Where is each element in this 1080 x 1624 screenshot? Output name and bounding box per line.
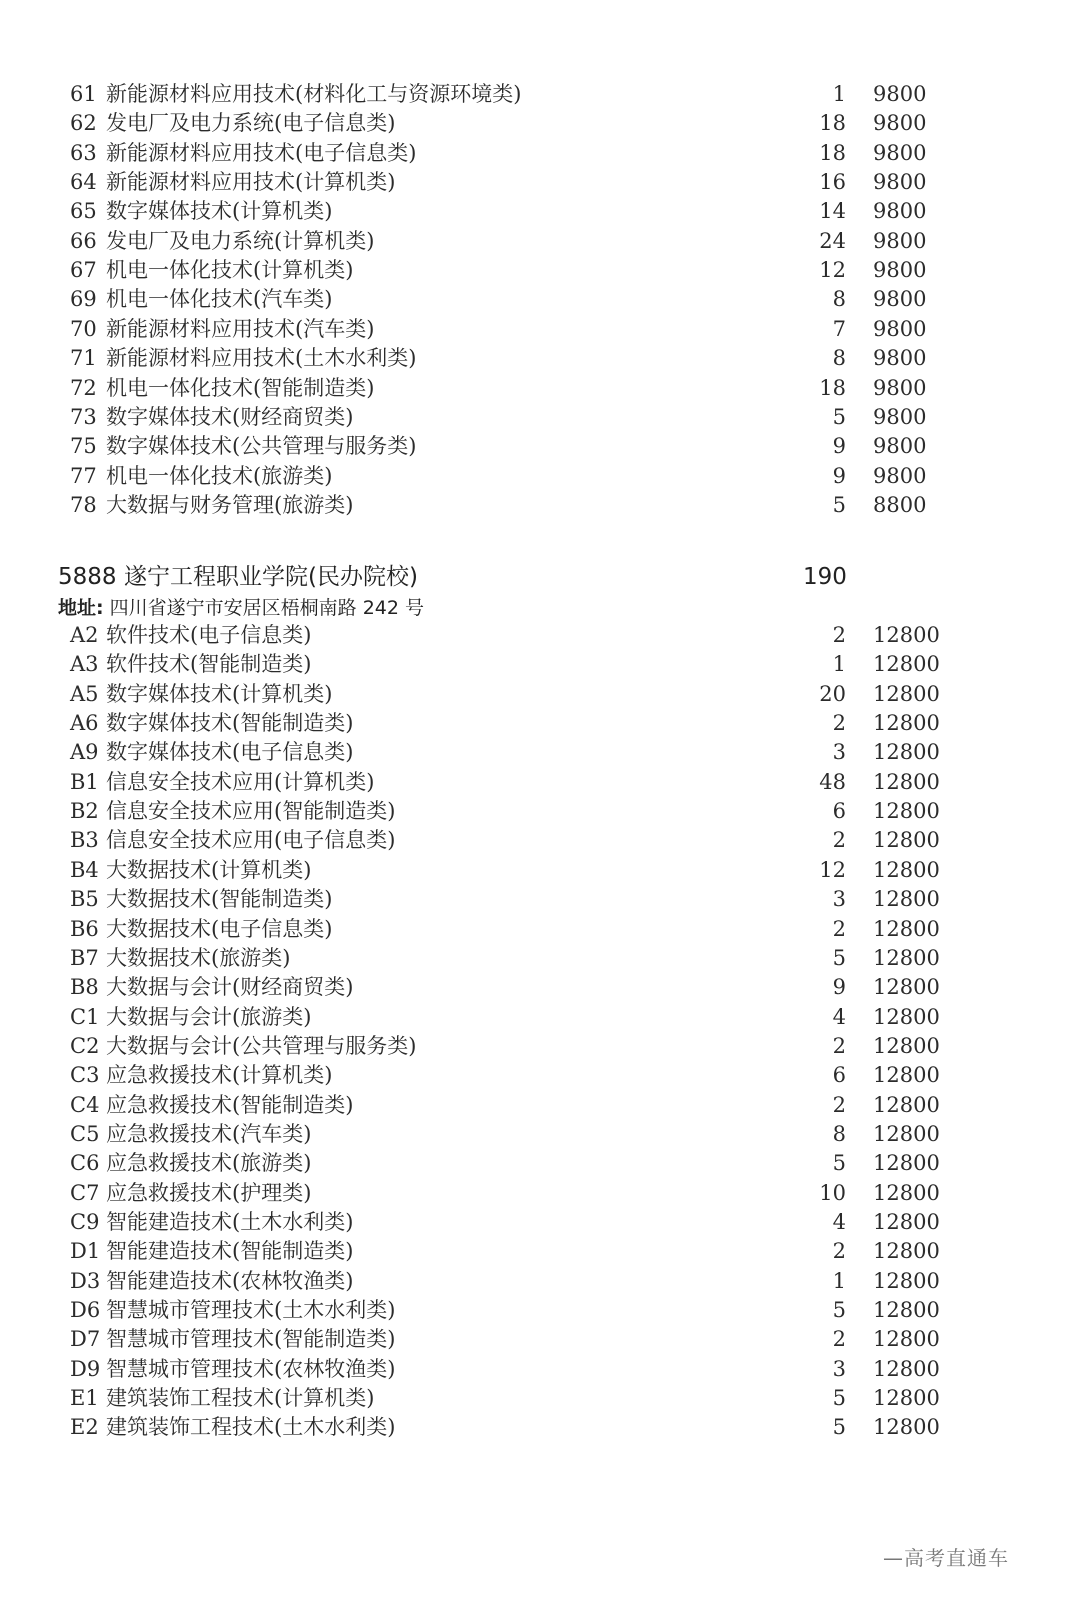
plan-count: 5 (832, 404, 846, 429)
plan-count: 2 (832, 1327, 846, 1352)
table-row (0, 491, 1080, 520)
table-row (0, 973, 1080, 1002)
program-name: 数字媒体技术(财经商贸类) (106, 404, 354, 429)
table-row (0, 1237, 1080, 1266)
table-row (0, 856, 1080, 885)
program-name: 大数据技术(计算机类) (106, 857, 312, 882)
plan-count: 18 (819, 111, 846, 136)
program-code: C2 (70, 1033, 100, 1058)
program-name: 智能建造技术(智能制造类) (106, 1239, 354, 1264)
tuition-fee: 12800 (873, 945, 940, 970)
program-name: 数字媒体技术(计算机类) (106, 199, 333, 224)
program-name: 大数据技术(智能制造类) (106, 887, 333, 912)
program-name: 大数据技术(电子信息类) (106, 916, 333, 941)
program-name: 新能源材料应用技术(汽车类) (106, 316, 375, 341)
program-name: 机电一体化技术(智能制造类) (106, 375, 375, 400)
table-row (0, 315, 1080, 344)
plan-count: 5 (832, 1298, 846, 1323)
table-row (0, 1267, 1080, 1296)
tuition-fee: 9800 (873, 375, 927, 400)
program-code: 73 (70, 404, 97, 429)
plan-count: 18 (819, 375, 846, 400)
program-name: 智慧城市管理技术(农林牧渔类) (106, 1356, 396, 1381)
school-code: 5888 (58, 564, 117, 590)
plan-count: 12 (819, 258, 846, 283)
tuition-fee: 9800 (873, 404, 927, 429)
program-code: 77 (70, 463, 97, 488)
program-name: 智能建造技术(土木水利类) (106, 1210, 354, 1234)
program-code: 70 (70, 316, 97, 341)
tuition-fee: 12800 (873, 740, 940, 765)
program-code: B8 (70, 975, 99, 1000)
tuition-fee: 12800 (873, 916, 940, 941)
watermark: —高考直通车 (883, 1546, 1009, 1570)
tuition-fee: 12800 (873, 799, 940, 824)
plan-count: 2 (832, 711, 846, 736)
table-row (0, 197, 1080, 226)
plan-count: 5 (832, 492, 846, 517)
table-row (0, 621, 1080, 650)
tuition-fee: 9800 (873, 111, 927, 136)
program-name: 信息安全技术应用(电子信息类) (106, 828, 396, 853)
plan-count: 4 (832, 1210, 846, 1234)
table-row (0, 462, 1080, 491)
table-row (0, 80, 1080, 109)
table-row (0, 680, 1080, 709)
program-name: 新能源材料应用技术(材料化工与资源环境类) (106, 82, 522, 106)
program-name: 大数据与财务管理(旅游类) (106, 492, 354, 517)
plan-count: 2 (832, 623, 846, 647)
table-row (0, 1325, 1080, 1354)
plan-count: 8 (832, 346, 846, 371)
tuition-fee: 12800 (873, 1210, 940, 1234)
plan-count: 2 (832, 828, 846, 853)
table-row (0, 738, 1080, 767)
table-row (0, 227, 1080, 256)
plan-count: 2 (832, 1239, 846, 1264)
program-code: C9 (70, 1210, 100, 1234)
address-value: 四川省遂宁市安居区梧桐南路 242 号 (109, 597, 425, 619)
tuition-fee: 12800 (873, 1180, 940, 1205)
plan-count: 24 (819, 228, 846, 253)
table-row (0, 768, 1080, 797)
program-code: E1 (70, 1386, 99, 1411)
table-row (0, 374, 1080, 403)
program-code: B2 (70, 799, 99, 824)
program-name: 大数据与会计(公共管理与服务类) (106, 1033, 417, 1058)
program-name: 数字媒体技术(电子信息类) (106, 740, 354, 765)
tuition-fee: 12800 (873, 681, 940, 706)
plan-count: 5 (832, 1415, 846, 1440)
tuition-fee: 12800 (873, 769, 940, 794)
program-code: A6 (70, 711, 99, 736)
tuition-fee: 9800 (873, 463, 927, 488)
program-name: 智慧城市管理技术(智能制造类) (106, 1327, 396, 1352)
program-code: C3 (70, 1063, 100, 1088)
plan-count: 20 (819, 681, 846, 706)
program-code: 66 (70, 228, 97, 253)
program-name: 大数据与会计(旅游类) (106, 1004, 312, 1029)
tuition-fee: 9800 (873, 258, 927, 283)
tuition-fee: 12800 (873, 1268, 940, 1293)
table-row (0, 1179, 1080, 1208)
program-name: 新能源材料应用技术(计算机类) (106, 170, 396, 195)
tuition-fee: 12800 (873, 1386, 940, 1411)
tuition-fee: 12800 (873, 887, 940, 912)
tuition-fee: 9800 (873, 199, 927, 224)
program-code: 62 (70, 111, 97, 136)
table-row (0, 168, 1080, 197)
plan-count: 1 (832, 82, 846, 106)
tuition-fee: 9800 (873, 316, 927, 341)
table-row (0, 1149, 1080, 1178)
program-name: 机电一体化技术(旅游类) (106, 463, 333, 488)
program-name: 发电厂及电力系统(电子信息类) (106, 111, 396, 136)
plan-count: 1 (832, 1268, 846, 1293)
tuition-fee: 12800 (873, 857, 940, 882)
table-row (0, 885, 1080, 914)
tuition-fee: 8800 (873, 492, 927, 517)
plan-count: 5 (832, 1386, 846, 1411)
program-code: C4 (70, 1092, 100, 1117)
school-total-plan: 190 (803, 564, 847, 590)
school-address (58, 594, 424, 622)
program-name: 数字媒体技术(计算机类) (106, 681, 333, 706)
plan-count: 8 (832, 287, 846, 312)
tuition-fee: 12800 (873, 1151, 940, 1176)
plan-count: 16 (819, 170, 846, 195)
program-name: 机电一体化技术(计算机类) (106, 258, 354, 283)
program-name: 大数据技术(旅游类) (106, 945, 291, 970)
plan-count: 18 (819, 140, 846, 165)
tuition-fee: 9800 (873, 434, 927, 459)
tuition-fee: 9800 (873, 82, 927, 106)
program-code: 75 (70, 434, 97, 459)
tuition-fee: 9800 (873, 170, 927, 195)
table-row (0, 1091, 1080, 1120)
page-footer (883, 1542, 1009, 1571)
program-code: C1 (70, 1004, 100, 1029)
table-row (0, 1032, 1080, 1061)
tuition-fee: 12800 (873, 1121, 940, 1146)
plan-count: 5 (832, 1151, 846, 1176)
program-name: 新能源材料应用技术(电子信息类) (106, 140, 417, 165)
tuition-fee: 12800 (873, 828, 940, 853)
plan-count: 4 (832, 1004, 846, 1029)
plan-count: 2 (832, 916, 846, 941)
program-code: D3 (70, 1268, 101, 1293)
plan-count: 2 (832, 1092, 846, 1117)
program-code: D6 (70, 1298, 101, 1323)
program-code: 72 (70, 375, 97, 400)
plan-count: 14 (819, 199, 846, 224)
program-code: A5 (70, 681, 99, 706)
table-row (0, 826, 1080, 855)
program-name: 信息安全技术应用(智能制造类) (106, 799, 396, 824)
program-name: 应急救援技术(汽车类) (106, 1121, 312, 1146)
tuition-fee: 9800 (873, 287, 927, 312)
tuition-fee: 12800 (873, 1239, 940, 1264)
program-code: D7 (70, 1327, 101, 1352)
program-code: B3 (70, 828, 99, 853)
program-code: A3 (70, 652, 99, 677)
table-row (0, 1355, 1080, 1384)
program-code: A9 (70, 740, 99, 765)
school-name: 遂宁工程职业学院(民办院校) (124, 564, 418, 590)
program-name: 发电厂及电力系统(计算机类) (106, 228, 375, 253)
program-code: B6 (70, 916, 99, 941)
table-row (0, 1296, 1080, 1325)
plan-count: 9 (832, 975, 846, 1000)
plan-count: 48 (819, 769, 846, 794)
tuition-fee: 12800 (873, 1063, 940, 1088)
table-row (0, 344, 1080, 373)
plan-count: 2 (832, 1033, 846, 1058)
program-code: B4 (70, 857, 99, 882)
plan-count: 10 (819, 1180, 846, 1205)
program-name: 应急救援技术(计算机类) (106, 1063, 333, 1088)
table-row (0, 1120, 1080, 1149)
program-name: 机电一体化技术(汽车类) (106, 287, 333, 312)
program-name: 智慧城市管理技术(土木水利类) (106, 1298, 396, 1323)
plan-count: 7 (832, 316, 846, 341)
table-row (0, 285, 1080, 314)
program-code: E2 (70, 1415, 99, 1440)
program-name: 建筑装饰工程技术(土木水利类) (106, 1415, 396, 1440)
program-code: 65 (70, 199, 97, 224)
program-code: 63 (70, 140, 97, 165)
table-row (0, 256, 1080, 285)
table-row (0, 650, 1080, 679)
plan-count: 5 (832, 945, 846, 970)
tuition-fee: 12800 (873, 1298, 940, 1323)
plan-count: 9 (832, 463, 846, 488)
table-row (0, 944, 1080, 973)
plan-count: 3 (832, 740, 846, 765)
program-code: C5 (70, 1121, 100, 1146)
program-name: 新能源材料应用技术(土木水利类) (106, 346, 417, 371)
program-name: 数字媒体技术(智能制造类) (106, 711, 354, 736)
program-code: B1 (70, 769, 99, 794)
table-row (0, 797, 1080, 826)
program-code: 71 (70, 346, 97, 371)
plan-count: 8 (832, 1121, 846, 1146)
program-code: D1 (70, 1239, 101, 1264)
program-code: 69 (70, 287, 97, 312)
program-code: C7 (70, 1180, 100, 1205)
plan-count: 6 (832, 799, 846, 824)
plan-count: 3 (832, 1356, 846, 1381)
table-row (0, 1003, 1080, 1032)
table-row (0, 709, 1080, 738)
tuition-fee: 12800 (873, 1033, 940, 1058)
tuition-fee: 12800 (873, 975, 940, 1000)
program-name: 软件技术(电子信息类) (106, 623, 312, 647)
program-code: 78 (70, 492, 97, 517)
table-row (0, 1413, 1080, 1442)
tuition-fee: 12800 (873, 623, 940, 647)
table-row (0, 1384, 1080, 1413)
program-name: 建筑装饰工程技术(计算机类) (106, 1386, 375, 1411)
program-code: 67 (70, 258, 97, 283)
table-row (0, 432, 1080, 461)
program-name: 应急救援技术(智能制造类) (106, 1092, 354, 1117)
table-row (0, 1061, 1080, 1090)
table-row (0, 109, 1080, 138)
table-row (0, 915, 1080, 944)
plan-count: 6 (832, 1063, 846, 1088)
tuition-fee: 12800 (873, 652, 940, 677)
program-code: A2 (70, 623, 99, 647)
program-name: 应急救援技术(护理类) (106, 1180, 312, 1205)
plan-count: 12 (819, 857, 846, 882)
tuition-fee: 12800 (873, 1327, 940, 1352)
tuition-fee: 12800 (873, 1092, 940, 1117)
plan-count: 9 (832, 434, 846, 459)
program-name: 大数据与会计(财经商贸类) (106, 975, 354, 1000)
tuition-fee: 12800 (873, 1004, 940, 1029)
tuition-fee: 9800 (873, 346, 927, 371)
program-name: 智能建造技术(农林牧渔类) (106, 1268, 354, 1293)
program-code: B5 (70, 887, 99, 912)
tuition-fee: 9800 (873, 140, 927, 165)
program-code: D9 (70, 1356, 101, 1381)
program-name: 应急救援技术(旅游类) (106, 1151, 312, 1176)
table-row (0, 139, 1080, 168)
program-code: B7 (70, 945, 99, 970)
program-code: 61 (70, 82, 97, 106)
program-code: C6 (70, 1151, 100, 1176)
program-name: 信息安全技术应用(计算机类) (106, 769, 375, 794)
tuition-fee: 12800 (873, 711, 940, 736)
plan-count: 3 (832, 887, 846, 912)
tuition-fee: 12800 (873, 1356, 940, 1381)
plan-count: 1 (832, 652, 846, 677)
program-name: 数字媒体技术(公共管理与服务类) (106, 434, 417, 459)
tuition-fee: 9800 (873, 228, 927, 253)
program-name: 软件技术(智能制造类) (106, 652, 312, 677)
tuition-fee: 12800 (873, 1415, 940, 1440)
table-row (0, 403, 1080, 432)
address-label: 地址: (58, 597, 104, 619)
table-row (0, 1208, 1080, 1237)
school-header (58, 561, 958, 593)
program-code: 64 (70, 170, 97, 195)
